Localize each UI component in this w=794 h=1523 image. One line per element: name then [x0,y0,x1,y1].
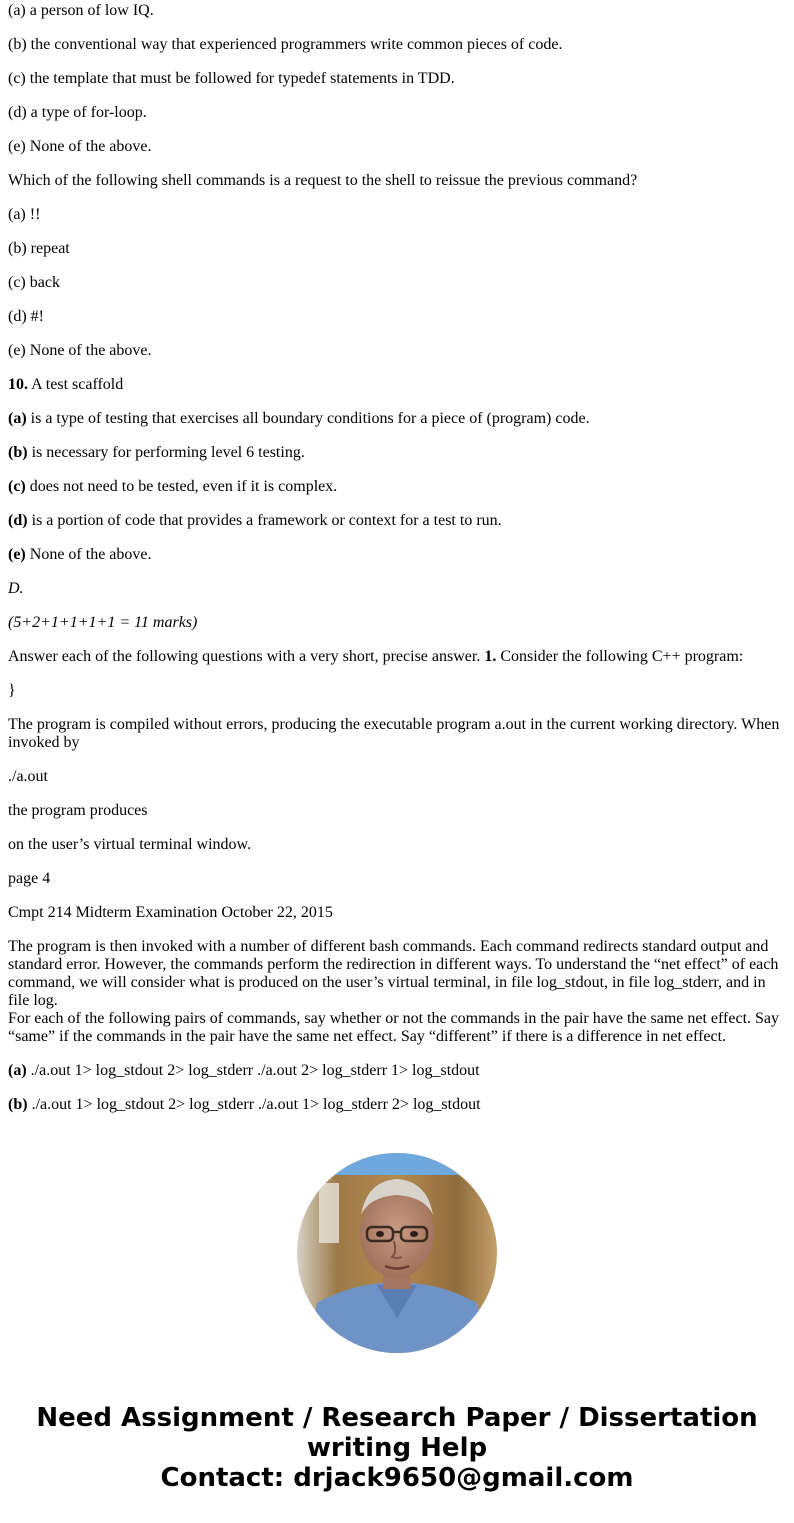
q10-option-e [8,546,786,564]
footer-contact: Contact: drjack9650@gmail.com [160,1463,634,1493]
terminal-text: on the user’s virtual terminal window. [8,836,252,853]
q10-option-d [8,512,786,530]
pair-a [8,1062,786,1080]
produces-text: the program produces [8,802,148,819]
q10-option-c-label: (c) [8,478,26,495]
q10-option-b-label: (b) [8,444,28,461]
section-d-q1-number: 1. [484,648,497,665]
closing-brace: } [8,682,16,699]
q10-option-a-text: is a type of testing that exercises all boundary conditions for a piece of (program) code. [26,410,590,427]
q10-stem-text: A test scaffold [28,376,124,393]
q10-option-d-label: (d) [8,512,28,529]
section-d-heading: D. [8,580,24,597]
invoke-command: ./a.out [8,768,48,785]
pair-b [8,1096,786,1114]
q9-option-a: (a) !! [8,206,41,223]
exam-header: Cmpt 214 Midterm Examination October 22, 2015 [8,904,333,921]
pair-a-text: ./a.out 1> log_stdout 2> log_stderr ./a.out 2> log_stderr 1> log_stdout [26,1062,480,1079]
avatar [297,1153,497,1353]
page-number: page 4 [8,870,51,887]
footer-line-2: writing Help [306,1433,488,1463]
q10-option-e-label: (e) [8,546,26,563]
compiled-paragraph: The program is compiled without errors, producing the executable program a.out in the current working directory. When invoked by [8,716,784,751]
q9-option-e: (e) None of the above. [8,342,152,359]
q8-option-a: (a) a person of low IQ. [8,2,154,19]
footer-line-1: Need Assignment / Research Paper / Dissertation [36,1403,758,1433]
q9-option-b: (b) repeat [8,240,70,257]
q9-option-d: (d) #! [8,308,44,325]
q8-option-b: (b) the conventional way that experienced programmers write common pieces of code. [8,36,563,53]
section-d-intro-text: Answer each of the following questions with a very short, precise answer. [8,648,485,665]
q9-option-c: (c) back [8,274,60,291]
q8-option-e: (e) None of the above. [8,138,152,155]
q10-option-b-text: is necessary for performing level 6 testing. [27,444,305,461]
q10-option-e-text: None of the above. [25,546,152,563]
q10-option-d-text: is a portion of code that provides a framework or context for a test to run. [27,512,502,529]
q10-option-c [8,478,786,496]
q8-option-c: (c) the template that must be followed for typedef statements in TDD. [8,70,455,87]
pair-a-label: (a) [8,1062,27,1079]
avatar-portrait-image [297,1153,497,1353]
redirection-paragraph-2: For each of the following pairs of commands, say whether or not the commands in the pair have the same net effect. Say “same” if the commands in the pair have the same net effect. Say “different” if there is a difference in net effect. [8,1010,784,1045]
pair-b-label: (b) [8,1096,28,1113]
q10-option-a [8,410,786,428]
pair-b-text: ./a.out 1> log_stdout 2> log_stderr ./a.out 1> log_stderr 2> log_stdout [27,1096,481,1113]
q10-number: 10. [8,376,28,393]
section-d-q1-text: Consider the following C++ program: [496,648,744,665]
q10-option-c-text: does not need to be tested, even if it is complex. [25,478,338,495]
redirection-paragraph-1: The program is then invoked with a number of different bash commands. Each command redirects standard output and standard error. However, the commands perform the redirection in different ways. To understand the “net effect” of each command, we will consider what is produced on the user’s virtual terminal, in file log_stdout, in file log_stderr, and in file log. [8,938,783,1009]
document-body [8,2,786,1130]
section-d-marks: (5+2+1+1+1+1 = 11 marks) [8,614,198,631]
q10-option-a-label: (a) [8,410,27,427]
footer-advertisement [0,1403,794,1493]
q10-stem [8,376,786,394]
q8-option-d: (d) a type of for-loop. [8,104,147,121]
q10-option-b [8,444,786,462]
section-d-intro [8,648,786,666]
q9-question: Which of the following shell commands is a request to the shell to reissue the previous command? [8,172,638,189]
